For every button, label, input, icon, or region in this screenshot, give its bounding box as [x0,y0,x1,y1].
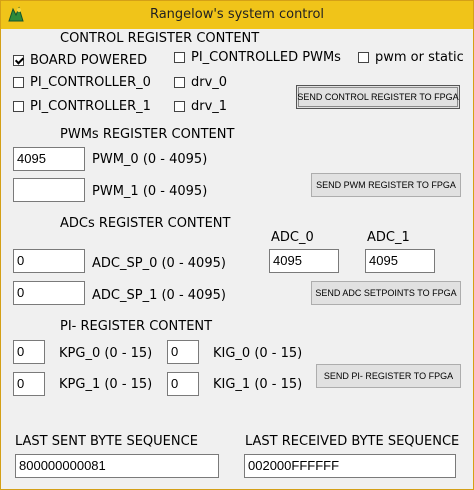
checkbox-pwm-or-static[interactable] [358,50,464,65]
checkbox-pi-controlled-pwms-label: PI_CONTROLLED PWMs [191,50,341,65]
checkbox-drv-1-label: drv_1 [191,99,228,114]
checkbox-drv-0-box[interactable] [174,77,185,88]
title-bar[interactable] [1,1,473,29]
checkbox-pi-controller-1[interactable] [13,99,151,114]
last-sent-field[interactable]: 800000000081 [15,454,219,478]
last-received-field[interactable]: 002000FFFFFF [244,454,456,478]
kpg-1-input[interactable]: 0 [13,372,45,396]
checkbox-pi-controller-1-box[interactable] [13,101,24,112]
pwm-0-label: PWM_0 (0 - 4095) [92,152,208,167]
adc-1-label: ADC_1 [367,230,410,245]
adc-sp-1-label: ADC_SP_1 (0 - 4095) [92,288,226,303]
kig-0-label: KIG_0 (0 - 15) [213,346,303,361]
pwm-1-input[interactable] [13,178,85,202]
checkbox-board-powered-box[interactable] [13,55,24,66]
checkbox-board-powered-label: BOARD POWERED [30,53,148,68]
checkbox-drv-0-label: drv_0 [191,75,228,90]
checkbox-pi-controlled-pwms-box[interactable] [174,52,185,63]
adc-sp-1-input[interactable]: 0 [13,281,85,305]
checkbox-pwm-or-static-box[interactable] [358,52,369,63]
last-sent-label: LAST SENT BYTE SEQUENCE [15,434,198,449]
kpg-1-label: KPG_1 (0 - 15) [59,377,153,392]
send-pi-register-button[interactable]: SEND PI- REGISTER TO FPGA [316,364,461,388]
checkbox-board-powered[interactable] [13,53,147,68]
kpg-0-input[interactable]: 0 [13,340,45,364]
checkbox-drv-1-box[interactable] [174,101,185,112]
checkbox-pi-controller-0-box[interactable] [13,77,24,88]
adc-0-value[interactable]: 4095 [269,249,339,273]
pwm-register-header: PWMs REGISTER CONTENT [60,127,235,142]
send-pwm-register-button[interactable]: SEND PWM REGISTER TO FPGA [311,173,461,197]
kpg-0-label: KPG_0 (0 - 15) [59,346,153,361]
adc-0-label: ADC_0 [271,230,314,245]
client-area [1,29,473,489]
checkbox-drv-0[interactable] [174,75,227,90]
checkbox-drv-1[interactable] [174,99,227,114]
window-title: Rangelow's system control [149,7,325,22]
checkbox-pi-controller-0[interactable] [13,75,151,90]
adc-register-header: ADCs REGISTER CONTENT [60,216,231,231]
kig-1-input[interactable]: 0 [167,372,199,396]
pwm-1-label: PWM_1 (0 - 4095) [92,184,208,199]
adc-sp-0-label: ADC_SP_0 (0 - 4095) [92,256,226,271]
send-control-register-button[interactable]: SEND CONTROL REGISTER TO FPGA [296,85,460,109]
last-received-label: LAST RECEIVED BYTE SEQUENCE [245,434,460,449]
checkbox-pwm-or-static-label: pwm or static [375,50,464,65]
pi-register-header: PI- REGISTER CONTENT [60,319,213,334]
adc-sp-0-input[interactable]: 0 [13,249,85,273]
pwm-0-input[interactable]: 4095 [13,147,85,171]
checkbox-pi-controlled-pwms[interactable] [174,50,341,65]
checkbox-pi-controller-1-label: PI_CONTROLLER_1 [30,99,151,114]
adc-1-value[interactable]: 4095 [365,249,435,273]
kig-0-input[interactable]: 0 [167,340,199,364]
kig-1-label: KIG_1 (0 - 15) [213,377,303,392]
send-adc-setpoints-button[interactable]: SEND ADC SETPOINTS TO FPGA [311,281,461,305]
checkbox-pi-controller-0-label: PI_CONTROLLER_0 [30,75,151,90]
control-register-header: CONTROL REGISTER CONTENT [60,31,260,46]
